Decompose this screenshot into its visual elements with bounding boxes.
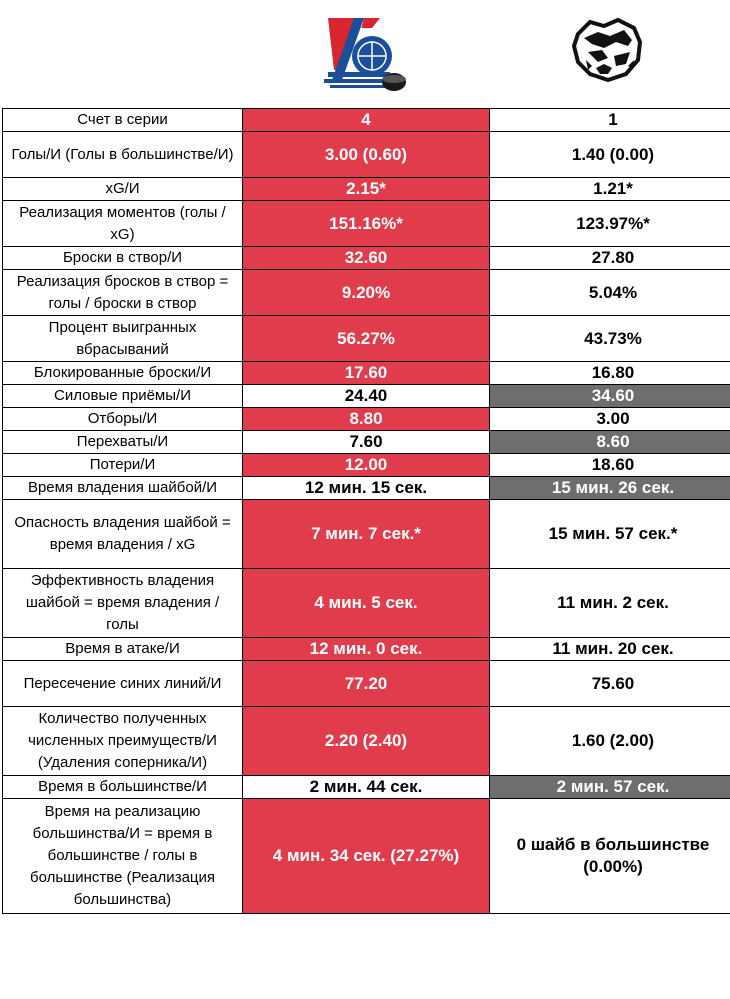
stat-label: Счет в серии xyxy=(3,109,243,132)
away-team-value: 75.60 xyxy=(490,661,730,707)
home-team-value: 24.40 xyxy=(243,385,490,408)
stat-row xyxy=(3,776,730,799)
stat-label: Опасность владения шайбой = время владения / xG xyxy=(3,500,243,569)
stat-row xyxy=(3,638,730,661)
stat-label: Броски в створ/И xyxy=(3,247,243,270)
stats-table-body xyxy=(3,109,730,914)
away-team-value: 8.60 xyxy=(490,431,730,454)
stat-label: Голы/И (Голы в большинстве/И) xyxy=(3,132,243,178)
home-team-value: 2 мин. 44 сек. xyxy=(243,776,490,799)
stat-row xyxy=(3,201,730,247)
stat-label: Время в атаке/И xyxy=(3,638,243,661)
series-stats-table xyxy=(2,108,730,914)
home-team-value: 7 мин. 7 сек.* xyxy=(243,500,490,569)
home-team-value: 4 xyxy=(243,109,490,132)
stat-label: Отборы/И xyxy=(3,408,243,431)
stat-row xyxy=(3,431,730,454)
home-team-value: 4 мин. 5 сек. xyxy=(243,569,490,638)
away-team-value: 11 мин. 2 сек. xyxy=(490,569,730,638)
tiger-head-logo-icon xyxy=(568,16,646,82)
home-team-value: 12.00 xyxy=(243,454,490,477)
stat-row xyxy=(3,707,730,776)
stat-row xyxy=(3,362,730,385)
stat-row xyxy=(3,477,730,500)
away-team-value: 1 xyxy=(490,109,730,132)
home-team-value: 9.20% xyxy=(243,270,490,316)
home-team-value: 151.16%* xyxy=(243,201,490,247)
team-logos-header xyxy=(0,0,730,108)
away-team-value: 11 мин. 20 сек. xyxy=(490,638,730,661)
stat-row xyxy=(3,132,730,178)
away-team-value: 15 мин. 57 сек.* xyxy=(490,500,730,569)
stat-label: Время на реализацию большинства/И = время в большинстве / голы в большинстве (Реализация большинства) xyxy=(3,799,243,914)
away-team-value: 5.04% xyxy=(490,270,730,316)
stat-row xyxy=(3,454,730,477)
stat-row xyxy=(3,109,730,132)
stat-label: Потери/И xyxy=(3,454,243,477)
lokomotiv-logo-icon xyxy=(320,10,410,98)
stat-label: Количество полученных численных преимуществ/И (Удаления соперника/И) xyxy=(3,707,243,776)
stat-label: Эффективность владения шайбой = время владения / голы xyxy=(3,569,243,638)
stat-row xyxy=(3,270,730,316)
stat-label: xG/И xyxy=(3,178,243,201)
home-team-value: 17.60 xyxy=(243,362,490,385)
home-team-value: 32.60 xyxy=(243,247,490,270)
away-team-value: 15 мин. 26 сек. xyxy=(490,477,730,500)
home-team-value: 4 мин. 34 сек. (27.27%) xyxy=(243,799,490,914)
away-team-value: 1.60 (2.00) xyxy=(490,707,730,776)
away-team-value: 16.80 xyxy=(490,362,730,385)
home-team-value: 12 мин. 0 сек. xyxy=(243,638,490,661)
stat-label: Реализация моментов (голы / xG) xyxy=(3,201,243,247)
stat-label: Процент выигранных вбрасываний xyxy=(3,316,243,362)
away-team-value: 0 шайб в большинстве (0.00%) xyxy=(490,799,730,914)
stat-row xyxy=(3,316,730,362)
stat-row xyxy=(3,569,730,638)
away-team-value: 1.40 (0.00) xyxy=(490,132,730,178)
stat-label: Перехваты/И xyxy=(3,431,243,454)
away-team-value: 34.60 xyxy=(490,385,730,408)
home-team-value: 77.20 xyxy=(243,661,490,707)
home-team-value: 3.00 (0.60) xyxy=(243,132,490,178)
stat-row xyxy=(3,500,730,569)
away-team-value: 2 мин. 57 сек. xyxy=(490,776,730,799)
stat-label: Пересечение синих линий/И xyxy=(3,661,243,707)
away-team-value: 43.73% xyxy=(490,316,730,362)
stat-label: Блокированные броски/И xyxy=(3,362,243,385)
away-team-value: 18.60 xyxy=(490,454,730,477)
away-team-value: 123.97%* xyxy=(490,201,730,247)
stat-label: Реализация бросков в створ = голы / броски в створ xyxy=(3,270,243,316)
home-team-value: 8.80 xyxy=(243,408,490,431)
away-team-value: 3.00 xyxy=(490,408,730,431)
stat-row xyxy=(3,385,730,408)
home-team-value: 2.15* xyxy=(243,178,490,201)
stat-row xyxy=(3,661,730,707)
stat-row xyxy=(3,799,730,914)
stat-row xyxy=(3,408,730,431)
home-team-value: 56.27% xyxy=(243,316,490,362)
home-team-value: 2.20 (2.40) xyxy=(243,707,490,776)
away-team-value: 1.21* xyxy=(490,178,730,201)
home-team-value: 12 мин. 15 сек. xyxy=(243,477,490,500)
stat-label: Силовые приёмы/И xyxy=(3,385,243,408)
stat-label: Время в большинстве/И xyxy=(3,776,243,799)
stat-row xyxy=(3,178,730,201)
home-team-value: 7.60 xyxy=(243,431,490,454)
away-team-value: 27.80 xyxy=(490,247,730,270)
stat-label: Время владения шайбой/И xyxy=(3,477,243,500)
stat-row xyxy=(3,247,730,270)
